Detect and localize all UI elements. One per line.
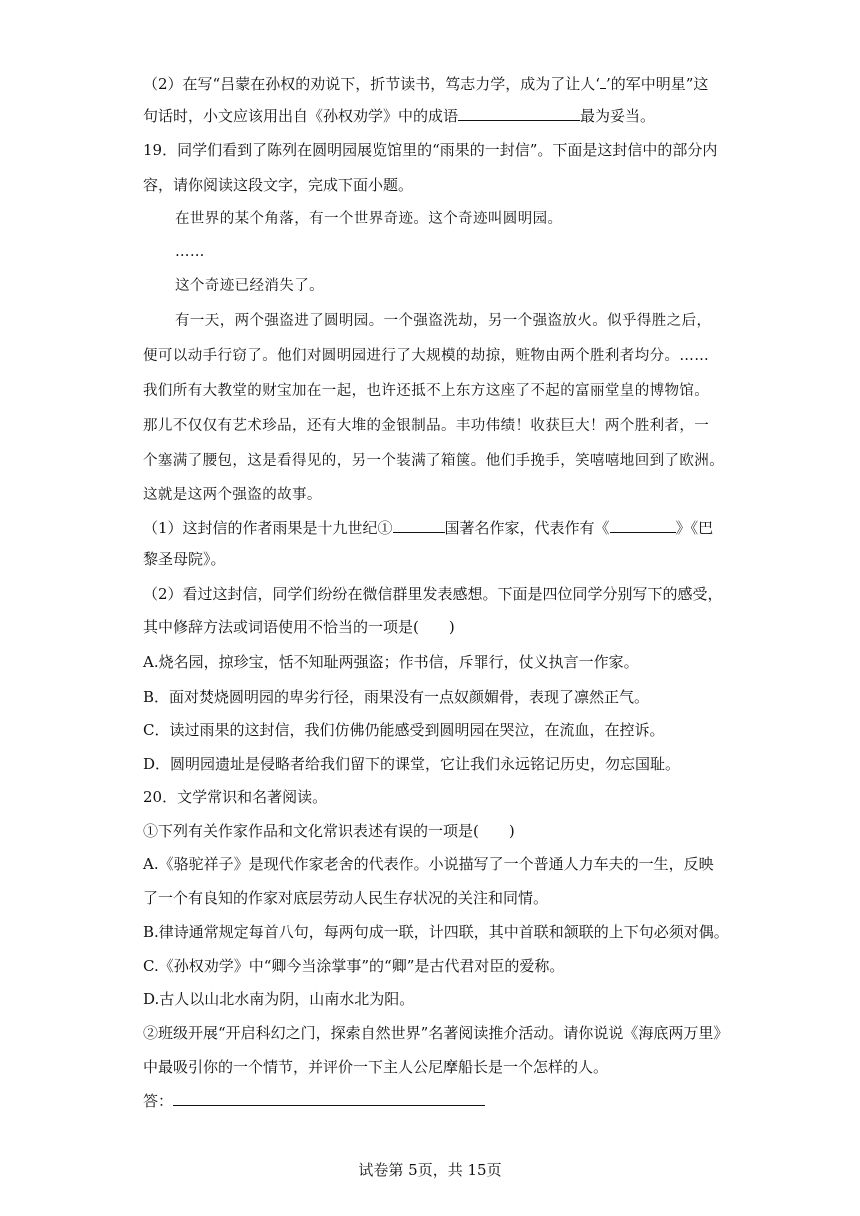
q18-text-2a: 句话时，小文应该用出自《孙权劝学》中的成语 [143,107,459,125]
letter-line: …… [175,244,205,260]
letter-line: 便可以动手行窃了。他们对圆明园进行了大规模的劫掠，赃物由两个胜利者均分。…… [143,348,710,364]
q19-intro-line1: 19．同学们看到了陈列在圆明园展览馆里的“雨果的一封信”。下面是这封信中的部分内 [143,141,718,159]
q20-option-c: C.《孙权劝学》中“卿今当涂掌事”的“卿”是古代君对臣的爱称。 [143,957,565,975]
q19-sub1-text-c: 》《巴 [675,519,714,537]
q20-part1: ①下列有关作家作品和文化常识表述有误的一项是( ) [143,822,515,840]
q19-sub2-line1: （2）看过这封信，同学们纷纷在微信群里发表感想。下面是四位同学分别写下的感受， [143,585,723,603]
letter-line: 那儿不仅仅有艺术珍品，还有大堆的金银制品。丰功伟绩！收获巨大！两个胜利者，一 [143,418,710,434]
idiom-answer-blank[interactable] [458,104,580,121]
option-d: D．圆明园遗址是侵略者给我们留下的课堂，它让我们永远铭记历史，勿忘国耻。 [143,755,681,773]
answer-blank[interactable] [173,1089,485,1106]
q18-text-2b: 最为妥当。 [580,107,656,125]
answer-label: 答： [143,1092,174,1110]
q18-text-1: （2）在写“吕蒙在孙权的劝说下，折节读书，笃志力学，成为了让人‘ [143,75,600,93]
letter-line: 这个奇迹已经消失了。 [175,278,324,294]
q20-option-a-line2: 了一个有良知的作家对底层劳动人民生存状况的关注和同情。 [143,889,549,907]
letter-line: 这就是这两个强盗的故事。 [143,487,322,503]
page-footer: 试卷第 5页，共 15页 [358,1161,502,1179]
q20-part2-line1: ②班级开展“开启科幻之门，探索自然世界”名著阅读推介活动。请你说说《海底两万里》 [143,1024,729,1042]
q19-intro-line2: 容，请你阅读这段文字，完成下面小题。 [143,176,414,194]
work-answer-blank[interactable] [610,516,676,533]
letter-line: 有一天，两个强盗进了圆明园。一个强盗洗劫，另一个强盗放火。似乎得胜之后， [175,313,712,329]
option-b: B．面对焚烧圆明园的卑劣行径，雨果没有一点奴颜媚骨，表现了凛然正气。 [143,688,650,706]
q20-option-b: B.律诗通常规定每首八句，每两句成一联，计四联，其中首联和颔联的上下句必须对偶。 [143,923,729,941]
q20-option-d: D.古人以山北水南为阴，山南水北为阳。 [143,990,415,1008]
q20-option-a-line1: A.《骆驼祥子》是现代作家老舍的代表作。小说描写了一个普通人力车夫的一生，反映 [143,855,714,873]
q20-part2-line2: 中最吸引你的一个情节，并评价一下主人公尼摩船长是一个怎样的人。 [143,1058,609,1076]
q18-line1 [143,72,708,95]
q18-text-1b: ’的军中明星”这 [605,75,709,93]
q20-title: 20．文学常识和名著阅读。 [143,788,328,806]
letter-line: 个塞满了腰包，这是看得见的，另一个装满了箱箧。他们手挽手，笑嘻嘻地回到了欧洲。 [143,453,725,469]
q20-answer-line [143,1089,485,1112]
q18-line2 [143,104,655,127]
letter-line: 我们所有大教堂的财宝加在一起，也许还抵不上东方这座了不起的富丽堂皇的博物馆。 [143,383,710,399]
q19-sub1-text-a: （1）这封信的作者雨果是十九世纪① [143,519,393,537]
q19-sub1-line1 [143,516,713,539]
country-answer-blank[interactable] [393,516,445,533]
option-a: A.烧名园，掠珍宝，恬不知耻两强盗；作书信，斥罪行，仗义执言一作家。 [143,653,639,671]
q19-sub1-line2: 黎圣母院》。 [143,550,226,568]
q19-sub1-text-b: 国著名作家，代表作有《 [444,519,610,537]
option-c: C．读过雨果的这封信，我们仿佛仍能感受到圆明园在哭泣，在流血，在控诉。 [143,721,665,739]
q19-sub2-line2: 其中修辞方法或词语使用不恰当的一项是( ) [143,618,455,636]
letter-line: 在世界的某个角落，有一个世界奇迹。这个奇迹叫圆明园。 [175,211,563,227]
